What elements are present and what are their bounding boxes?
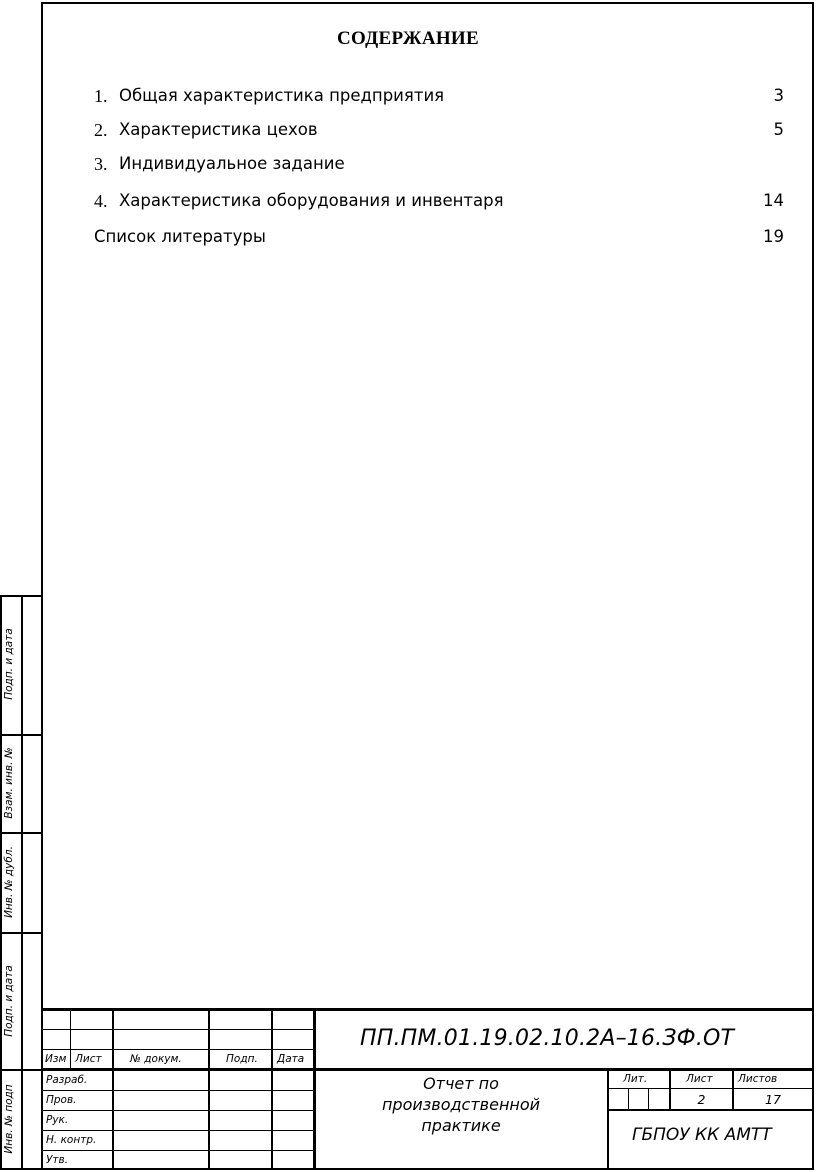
divider xyxy=(41,1049,314,1050)
toc-item-page: 3 xyxy=(773,86,784,105)
divider xyxy=(208,1010,210,1170)
toc-item-text: Индивидуальное задание xyxy=(119,154,345,173)
report-title-line: производственной xyxy=(381,1095,541,1114)
divider xyxy=(607,1088,814,1089)
divider xyxy=(607,1070,609,1170)
divider xyxy=(0,596,2,1170)
toc-item xyxy=(94,227,784,253)
divider xyxy=(41,1068,814,1071)
organization-name: ГБПОУ КК АМТТ xyxy=(632,1125,772,1145)
side-label-inv-original: Инв. № подп xyxy=(3,1084,15,1154)
side-label-sign-date: Подп. и дата xyxy=(3,628,15,700)
divider xyxy=(41,1130,314,1131)
divider xyxy=(41,1150,314,1151)
toc-item-number: 3. xyxy=(94,154,108,174)
toc-item-text: Характеристика оборудования и инвентаря xyxy=(119,191,504,210)
divider xyxy=(41,1110,314,1111)
sheet-number: 2 xyxy=(697,1092,706,1107)
col-header-sheet: Лист xyxy=(75,1053,102,1065)
col-header-change: Изм xyxy=(45,1053,67,1065)
divider xyxy=(41,1008,814,1011)
report-title-line: Отчет по xyxy=(423,1074,499,1093)
divider xyxy=(648,1089,649,1110)
row-label-approved: Утв. xyxy=(46,1154,69,1166)
col-header-doc-number: № докум. xyxy=(130,1053,182,1065)
toc-item xyxy=(94,154,784,180)
col-header-date: Дата xyxy=(277,1053,305,1065)
toc-item-number: 4. xyxy=(94,191,108,211)
row-label-checked: Пров. xyxy=(46,1094,77,1106)
toc-item-page: 19 xyxy=(763,227,784,246)
side-label-sign-date-2: Подп. и дата xyxy=(3,965,15,1037)
toc-item-page: 14 xyxy=(763,191,784,210)
side-label-dup-inv: Инв. № дубл. xyxy=(3,846,15,918)
divider xyxy=(70,1010,71,1070)
toc-item xyxy=(94,191,784,217)
divider xyxy=(628,1089,629,1110)
divider xyxy=(607,1109,814,1111)
row-label-norm-control: Н. контр. xyxy=(46,1134,97,1146)
divider xyxy=(21,596,23,1170)
lit-label: Лит. xyxy=(623,1073,648,1085)
divider xyxy=(41,1029,314,1030)
toc-item-text: Характеристика цехов xyxy=(119,120,318,139)
report-title-line: практике xyxy=(421,1116,501,1135)
sheets-label: Листов xyxy=(738,1073,778,1085)
col-header-signature: Подп. xyxy=(226,1053,258,1065)
page-title: СОДЕРЖАНИЕ xyxy=(337,28,479,49)
sheet-label: Лист xyxy=(686,1073,713,1085)
toc-item-number: 2. xyxy=(94,120,108,140)
side-label-replace-inv: Взам. инв. № xyxy=(3,747,15,819)
toc-item xyxy=(94,120,784,146)
report-title xyxy=(316,1073,606,1136)
toc-item-page: 5 xyxy=(773,120,784,139)
toc-item xyxy=(94,86,784,112)
divider xyxy=(41,1090,314,1091)
document-code: ПП.ПМ.01.19.02.10.2А–16.ЗФ.ОТ xyxy=(360,1026,735,1051)
toc-item-text: Общая характеристика предприятия xyxy=(119,86,445,105)
divider xyxy=(112,1010,114,1170)
row-label-developer: Разраб. xyxy=(46,1074,88,1086)
toc-item-text: Список литературы xyxy=(94,227,266,246)
sheets-count: 17 xyxy=(765,1092,781,1107)
divider xyxy=(271,1010,273,1170)
toc-item-number: 1. xyxy=(94,86,108,106)
row-label-supervisor: Рук. xyxy=(46,1114,69,1126)
